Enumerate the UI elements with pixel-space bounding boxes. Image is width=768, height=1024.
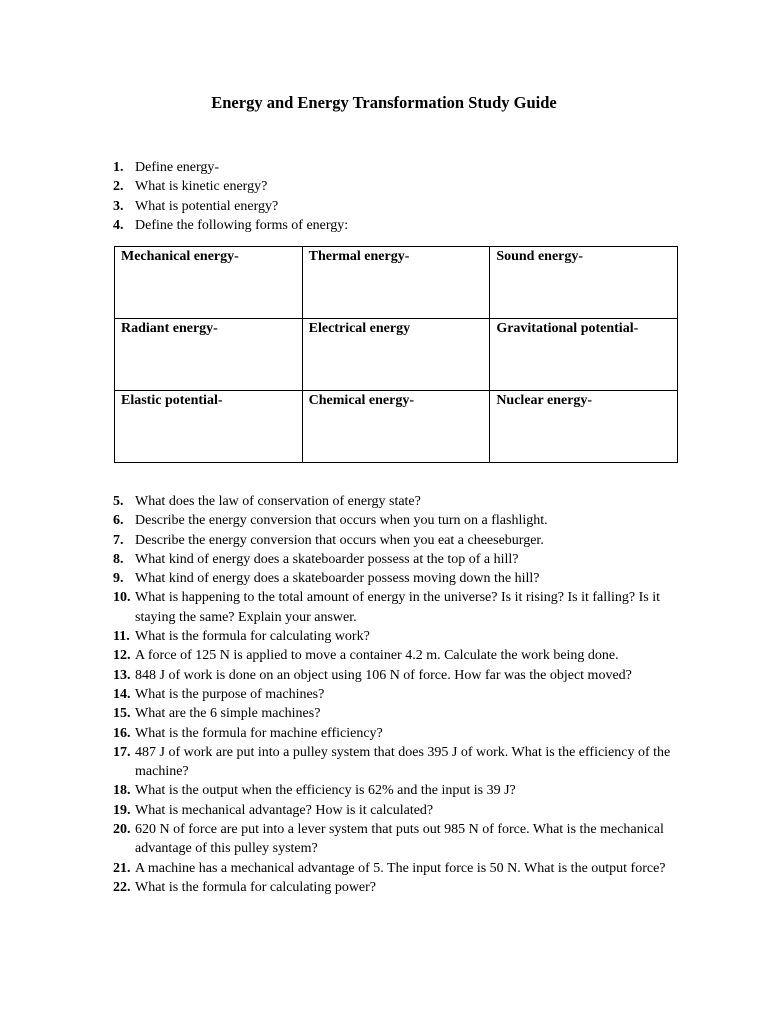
question-number: 17. xyxy=(113,744,131,760)
question-text: Define the following forms of energy: xyxy=(135,217,349,233)
question-number: 22. xyxy=(113,879,131,895)
question-item xyxy=(113,531,683,550)
question-item xyxy=(113,685,683,704)
question-text: What is happening to the total amount of energy in the universe? Is it rising? Is it falling? Is it staying the same? Explain your answer. xyxy=(135,590,661,625)
question-item xyxy=(113,743,683,782)
question-number: 18. xyxy=(113,783,131,799)
question-number: 21. xyxy=(113,860,131,876)
question-number: 4. xyxy=(113,217,124,233)
question-number: 16. xyxy=(113,725,131,741)
question-item xyxy=(113,550,683,569)
question-number: 6. xyxy=(113,513,124,529)
question-item xyxy=(113,588,683,627)
question-text: Define energy- xyxy=(135,160,220,175)
question-text: Describe the energy conversion that occurs when you turn on a flashlight. xyxy=(135,513,548,529)
question-text: What is the formula for calculating work? xyxy=(135,629,370,645)
table-cell: Radiant energy- xyxy=(115,319,303,391)
question-item xyxy=(113,177,683,196)
question-text: Describe the energy conversion that occurs when you eat a cheeseburger. xyxy=(135,532,544,548)
table-cell: Thermal energy- xyxy=(302,247,490,319)
question-text: 848 J of work is done on an object using 106 N of force. How far was the object moved? xyxy=(135,667,632,683)
table-cell: Gravitational potential- xyxy=(490,319,678,391)
question-number: 11. xyxy=(113,629,130,645)
table-cell: Mechanical energy- xyxy=(115,247,303,319)
question-number: 10. xyxy=(113,590,131,606)
question-item xyxy=(113,492,683,511)
question-text: 620 N of force are put into a lever system that puts out 985 N of force. What is the mechanical advantage of this pulley system? xyxy=(135,822,664,857)
question-text: What are the 6 simple machines? xyxy=(135,706,321,722)
question-item xyxy=(113,216,683,235)
question-list-part1 xyxy=(113,158,683,235)
question-item xyxy=(113,569,683,588)
question-text: What is potential energy? xyxy=(135,198,279,214)
question-item xyxy=(113,646,683,665)
question-number: 12. xyxy=(113,648,131,664)
question-number: 7. xyxy=(113,532,124,548)
question-item xyxy=(113,666,683,685)
question-text: A force of 125 N is applied to move a container 4.2 m. Calculate the work being done. xyxy=(135,648,619,664)
energy-forms-table xyxy=(114,246,678,463)
question-text: A machine has a mechanical advantage of 5. The input force is 50 N. What is the output force? xyxy=(135,860,666,876)
question-item xyxy=(113,859,683,878)
question-text: What kind of energy does a skateboarder possess moving down the hill? xyxy=(135,571,540,587)
question-item xyxy=(113,511,683,530)
table-cell: Elastic potential- xyxy=(115,391,303,463)
table-row xyxy=(115,247,678,319)
question-item xyxy=(113,878,683,897)
question-item xyxy=(113,704,683,723)
question-text: What is the purpose of machines? xyxy=(135,686,325,702)
question-list-part2 xyxy=(113,492,683,897)
question-text: What is the formula for machine efficiency? xyxy=(135,725,383,741)
table-row xyxy=(115,391,678,463)
table-cell: Sound energy- xyxy=(490,247,678,319)
question-item xyxy=(113,801,683,820)
question-item xyxy=(113,724,683,743)
table-cell: Nuclear energy- xyxy=(490,391,678,463)
question-number: 14. xyxy=(113,686,131,702)
question-text: What kind of energy does a skateboarder possess at the top of a hill? xyxy=(135,551,519,567)
question-number: 20. xyxy=(113,822,131,838)
question-number: 3. xyxy=(113,198,124,214)
question-number: 13. xyxy=(113,667,131,683)
question-item xyxy=(113,197,683,216)
question-text: What is mechanical advantage? How is it calculated? xyxy=(135,802,434,818)
question-number: 1. xyxy=(113,160,124,175)
question-number: 19. xyxy=(113,802,131,818)
question-text: 487 J of work are put into a pulley system that does 395 J of work. What is the efficiency of the machine? xyxy=(135,744,671,780)
question-text: What does the law of conservation of energy state? xyxy=(135,494,421,509)
question-item xyxy=(113,820,683,859)
question-number: 2. xyxy=(113,179,124,195)
table-cell: Chemical energy- xyxy=(302,391,490,463)
question-number: 8. xyxy=(113,551,124,567)
question-number: 9. xyxy=(113,571,124,587)
question-item xyxy=(113,627,683,646)
table-cell: Electrical energy xyxy=(302,319,490,391)
question-item xyxy=(113,781,683,800)
page-title: Energy and Energy Transformation Study Guide xyxy=(211,93,557,112)
table-row xyxy=(115,319,678,391)
question-number: 5. xyxy=(113,494,124,509)
question-text: What is kinetic energy? xyxy=(135,179,268,195)
question-number: 15. xyxy=(113,706,131,722)
question-text: What is the formula for calculating power? xyxy=(135,879,377,895)
question-text: What is the output when the efficiency is 62% and the input is 39 J? xyxy=(135,783,516,799)
question-item xyxy=(113,158,683,177)
